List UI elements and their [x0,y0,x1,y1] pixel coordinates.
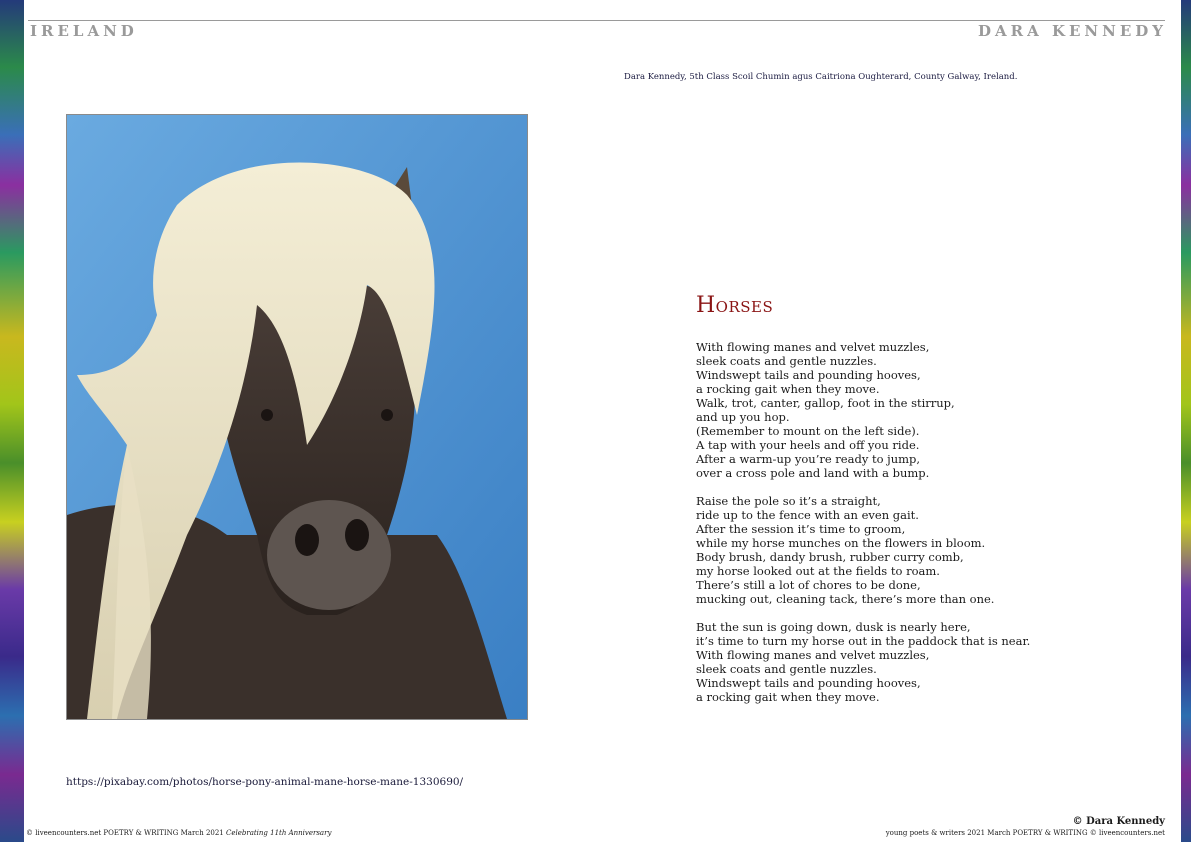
poem-line: After the session it’s time to groom, [696,522,906,536]
poem-line: a rocking gait when they move. [696,690,880,704]
poem-title: Horses [696,293,774,318]
poem-line: Body brush, dandy brush, rubber curry comb, [696,550,964,564]
footer-left [26,829,331,837]
poem-line: ride up to the fence with an even gait. [696,508,919,522]
poem-line: and up you hop. [696,410,790,424]
poem-line: Raise the pole so it’s a straight, [696,494,881,508]
photo-source-link[interactable]: https://pixabay.com/photos/horse-pony-animal-mane-horse-mane-1330690/ [66,776,464,788]
poem-line: over a cross pole and land with a bump. [696,466,930,480]
footer-left-text: © liveencounters.net POETRY & WRITING March 2021 [26,829,226,837]
horse-illustration [67,115,527,719]
author-byline: Dara Kennedy, 5th Class Scoil Chumin agus Caitriona Oughterard, County Galway, Ireland. [624,72,1018,82]
poem-line: But the sun is going down, dusk is nearly here, [696,620,971,634]
poem-line: With flowing manes and velvet muzzles, [696,340,930,354]
poem-stanza-3 [696,620,1136,704]
copyright-author: © Dara Kennedy [1072,816,1165,827]
poem-line: my horse looked out at the fields to roam. [696,564,940,578]
poem-line: Walk, trot, canter, gallop, foot in the stirrup, [696,396,955,410]
poem-line: Windswept tails and pounding hooves, [696,368,921,382]
magazine-page [24,0,1181,842]
horse-photo [66,114,528,720]
header-author: DARA KENNEDY [977,22,1167,40]
decorative-left-border [0,0,24,842]
header-country: IRELAND [30,22,138,40]
footer-right: young poets & writers 2021 March POETRY & WRITING © liveencounters.net [885,829,1165,837]
poem-line: With flowing manes and velvet muzzles, [696,648,930,662]
poem-line: while my horse munches on the flowers in bloom. [696,536,986,550]
poem-body [696,340,1136,718]
poem-line: A tap with your heels and off you ride. [696,438,920,452]
poem-line: There’s still a lot of chores to be done, [696,578,921,592]
poem-line: After a warm-up you’re ready to jump, [696,452,921,466]
footer-anniversary: Celebrating 11th Anniversary [225,829,332,837]
poem-line: mucking out, cleaning tack, there’s more than one. [696,592,995,606]
poem-line: it’s time to turn my horse out in the paddock that is near. [696,634,1031,648]
poem-line: sleek coats and gentle nuzzles. [696,662,877,676]
poem-line: a rocking gait when they move. [696,382,880,396]
poem-stanza-2 [696,494,1136,606]
decorative-right-border [1181,0,1191,842]
poem-line: (Remember to mount on the left side). [696,424,920,438]
header-rule [28,20,1165,21]
poem-stanza-1 [696,340,1136,480]
poem-line: Windswept tails and pounding hooves, [696,676,921,690]
poem-line: sleek coats and gentle nuzzles. [696,354,877,368]
